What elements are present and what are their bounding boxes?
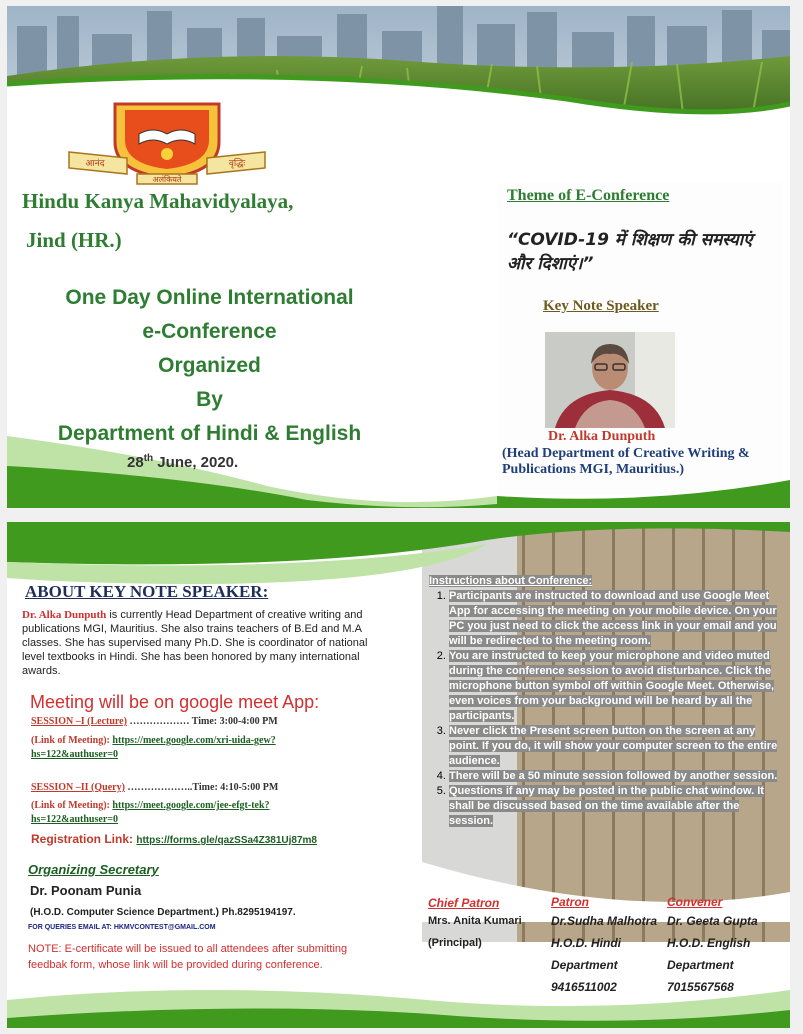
logo-text-left: आनंद — [85, 159, 105, 169]
college-name: Hindu Kanya Mahavidyalaya, — [22, 189, 294, 213]
date-rest: June, 2020. — [153, 454, 239, 471]
instruction-text: Participants are instructed to download and use Google Meet App for accessing the meeting on your mobile device. On your PC you just need to click the access link in your email and you will be redirected to the meeting room. — [449, 590, 777, 647]
org-sec-name: Dr. Poonam Punia — [30, 883, 142, 898]
session1 — [31, 716, 278, 727]
logo-text-right: वृद्धिः — [228, 159, 246, 169]
chief-patron-heading: Chief Patron — [428, 896, 500, 910]
chief-patron-block — [428, 896, 522, 954]
session1-link-row — [31, 734, 331, 762]
about-heading: ABOUT KEY NOTE SPEAKER: — [25, 582, 269, 601]
patron-line: H.O.D. Hindi — [551, 936, 621, 950]
instruction-item — [449, 724, 781, 769]
registration-row — [31, 832, 317, 846]
session2-dots: ……………….. — [124, 782, 193, 793]
registration-link[interactable]: https://forms.gle/qazSSa4Z381Uj87m8 — [136, 835, 317, 846]
instruction-text: Questions if any may be posted in the public chat window. It shall be discussed based on the time available after the session. — [449, 785, 764, 827]
patron-line: Department — [551, 958, 618, 972]
date-suffix: th — [143, 453, 154, 464]
session2-link-label: (Link of Meeting): — [31, 800, 110, 811]
conf-line: Organized — [158, 354, 261, 377]
theme-text: “COVID-19 में शिक्षण की समस्याएं और दिशाएं।” — [507, 230, 753, 274]
org-sec-heading: Organizing Secretary — [28, 862, 159, 877]
chief-patron-role: (Principal) — [428, 937, 482, 949]
convener-line: 7015567568 — [667, 980, 734, 994]
convener-heading: Convener — [667, 895, 723, 909]
bottom-swoosh-right — [497, 476, 790, 508]
session1-time: Time: 3:00-4:00 PM — [189, 716, 278, 727]
instructions-list — [429, 589, 781, 829]
instruction-text: You are instructed to keep your microphone and video muted during the conference session to avoid disturbance. Click the microphone button symbol off within Google Meet. Otherwise, even voices from your background will be heard by all the participants. — [449, 650, 775, 722]
about-body: is currently Head Department of creative writing and publications MGI, Mauritius. She also trains teachers of B.Ed and M.A classes. She has supervised many Ph.D. She is coordinator of national level textbooks in Hindi. She has been honored by many international awards. — [22, 609, 368, 677]
theme-heading: Theme of E-Conference — [507, 187, 670, 204]
keynote-heading: Key Note Speaker — [543, 298, 659, 314]
brochure-back-panel — [7, 522, 790, 1028]
session2-link-row — [31, 799, 331, 827]
instruction-item — [449, 649, 781, 724]
about-name: Dr. Alka Dunputh — [22, 609, 107, 621]
conf-line: e-Conference — [142, 320, 277, 343]
instructions-heading-text: Instructions about Conference: — [429, 575, 593, 587]
conference-date — [127, 453, 238, 471]
meet-heading: Meeting will be on google meet App: — [30, 692, 320, 712]
conf-line: By — [196, 388, 223, 411]
instruction-text: Never click the Present screen button on the screen at any point. If you do, it will show your computer screen to the entire audience. — [449, 725, 778, 767]
org-sec-detail: (H.O.D. Computer Science Department.) Ph.8295194197. — [30, 907, 296, 918]
convener-line: H.O.D. English — [667, 936, 751, 950]
session2-link[interactable]: https://meet.google.com/jee-efgt-tek?hs=122&authuser=0 — [31, 800, 270, 825]
session1-link-label: (Link of Meeting): — [31, 735, 110, 746]
convener-line: Department — [667, 958, 734, 972]
college-city: Jind (HR.) — [26, 228, 122, 252]
instruction-item — [449, 769, 781, 784]
conf-line: Department of Hindi & English — [57, 422, 362, 445]
session1-link[interactable]: https://meet.google.com/xri-uida-gew?hs=122&authuser=0 — [31, 735, 276, 760]
instruction-item — [449, 589, 781, 649]
chief-patron-name: Mrs. Anita Kumari — [428, 915, 522, 927]
session2-time: Time: 4:10-5:00 PM — [192, 782, 279, 793]
bottom-swoosh — [7, 416, 497, 508]
queries-email: FOR QUERIES EMAIL AT: HKMVCONTEST@GMAIL.COM — [28, 924, 216, 931]
registration-label: Registration Link: — [31, 832, 134, 846]
speaker-photo — [545, 332, 675, 428]
instructions-heading — [429, 574, 781, 589]
conf-line: One Day Online International — [65, 286, 354, 309]
certificate-note: NOTE: E-certificate will be issued to all attendees after submitting feedbak form, whose link will be provided during conference. — [28, 943, 348, 971]
session2-label: SESSION –II (Query) — [31, 782, 125, 793]
session2 — [31, 782, 278, 793]
patron-line: 9416511002 — [551, 980, 617, 994]
session1-label: SESSION –I (Lecture) — [31, 716, 127, 727]
speaker-title: (Head Department of Creative Writing & Publications MGI, Mauritius.) — [502, 446, 750, 477]
logo-text-bottom: अलंकियते — [152, 175, 182, 184]
date-day: 28 — [127, 454, 144, 471]
patron-line: Dr.Sudha Malhotra — [551, 914, 658, 928]
convener-line: Dr. Geeta Gupta — [667, 914, 758, 928]
speaker-name: Dr. Alka Dunputh — [548, 429, 656, 444]
about-text — [22, 608, 390, 678]
patron-heading: Patron — [551, 895, 590, 909]
session1-dots: ……………… — [126, 716, 190, 727]
instruction-text: There will be a 50 minute session followed by another session. — [449, 770, 778, 782]
instructions-block — [429, 574, 781, 829]
brochure-front-panel — [7, 6, 790, 508]
bottom-swoosh-back — [7, 970, 790, 1028]
college-logo — [67, 98, 267, 186]
instruction-item — [449, 784, 781, 829]
